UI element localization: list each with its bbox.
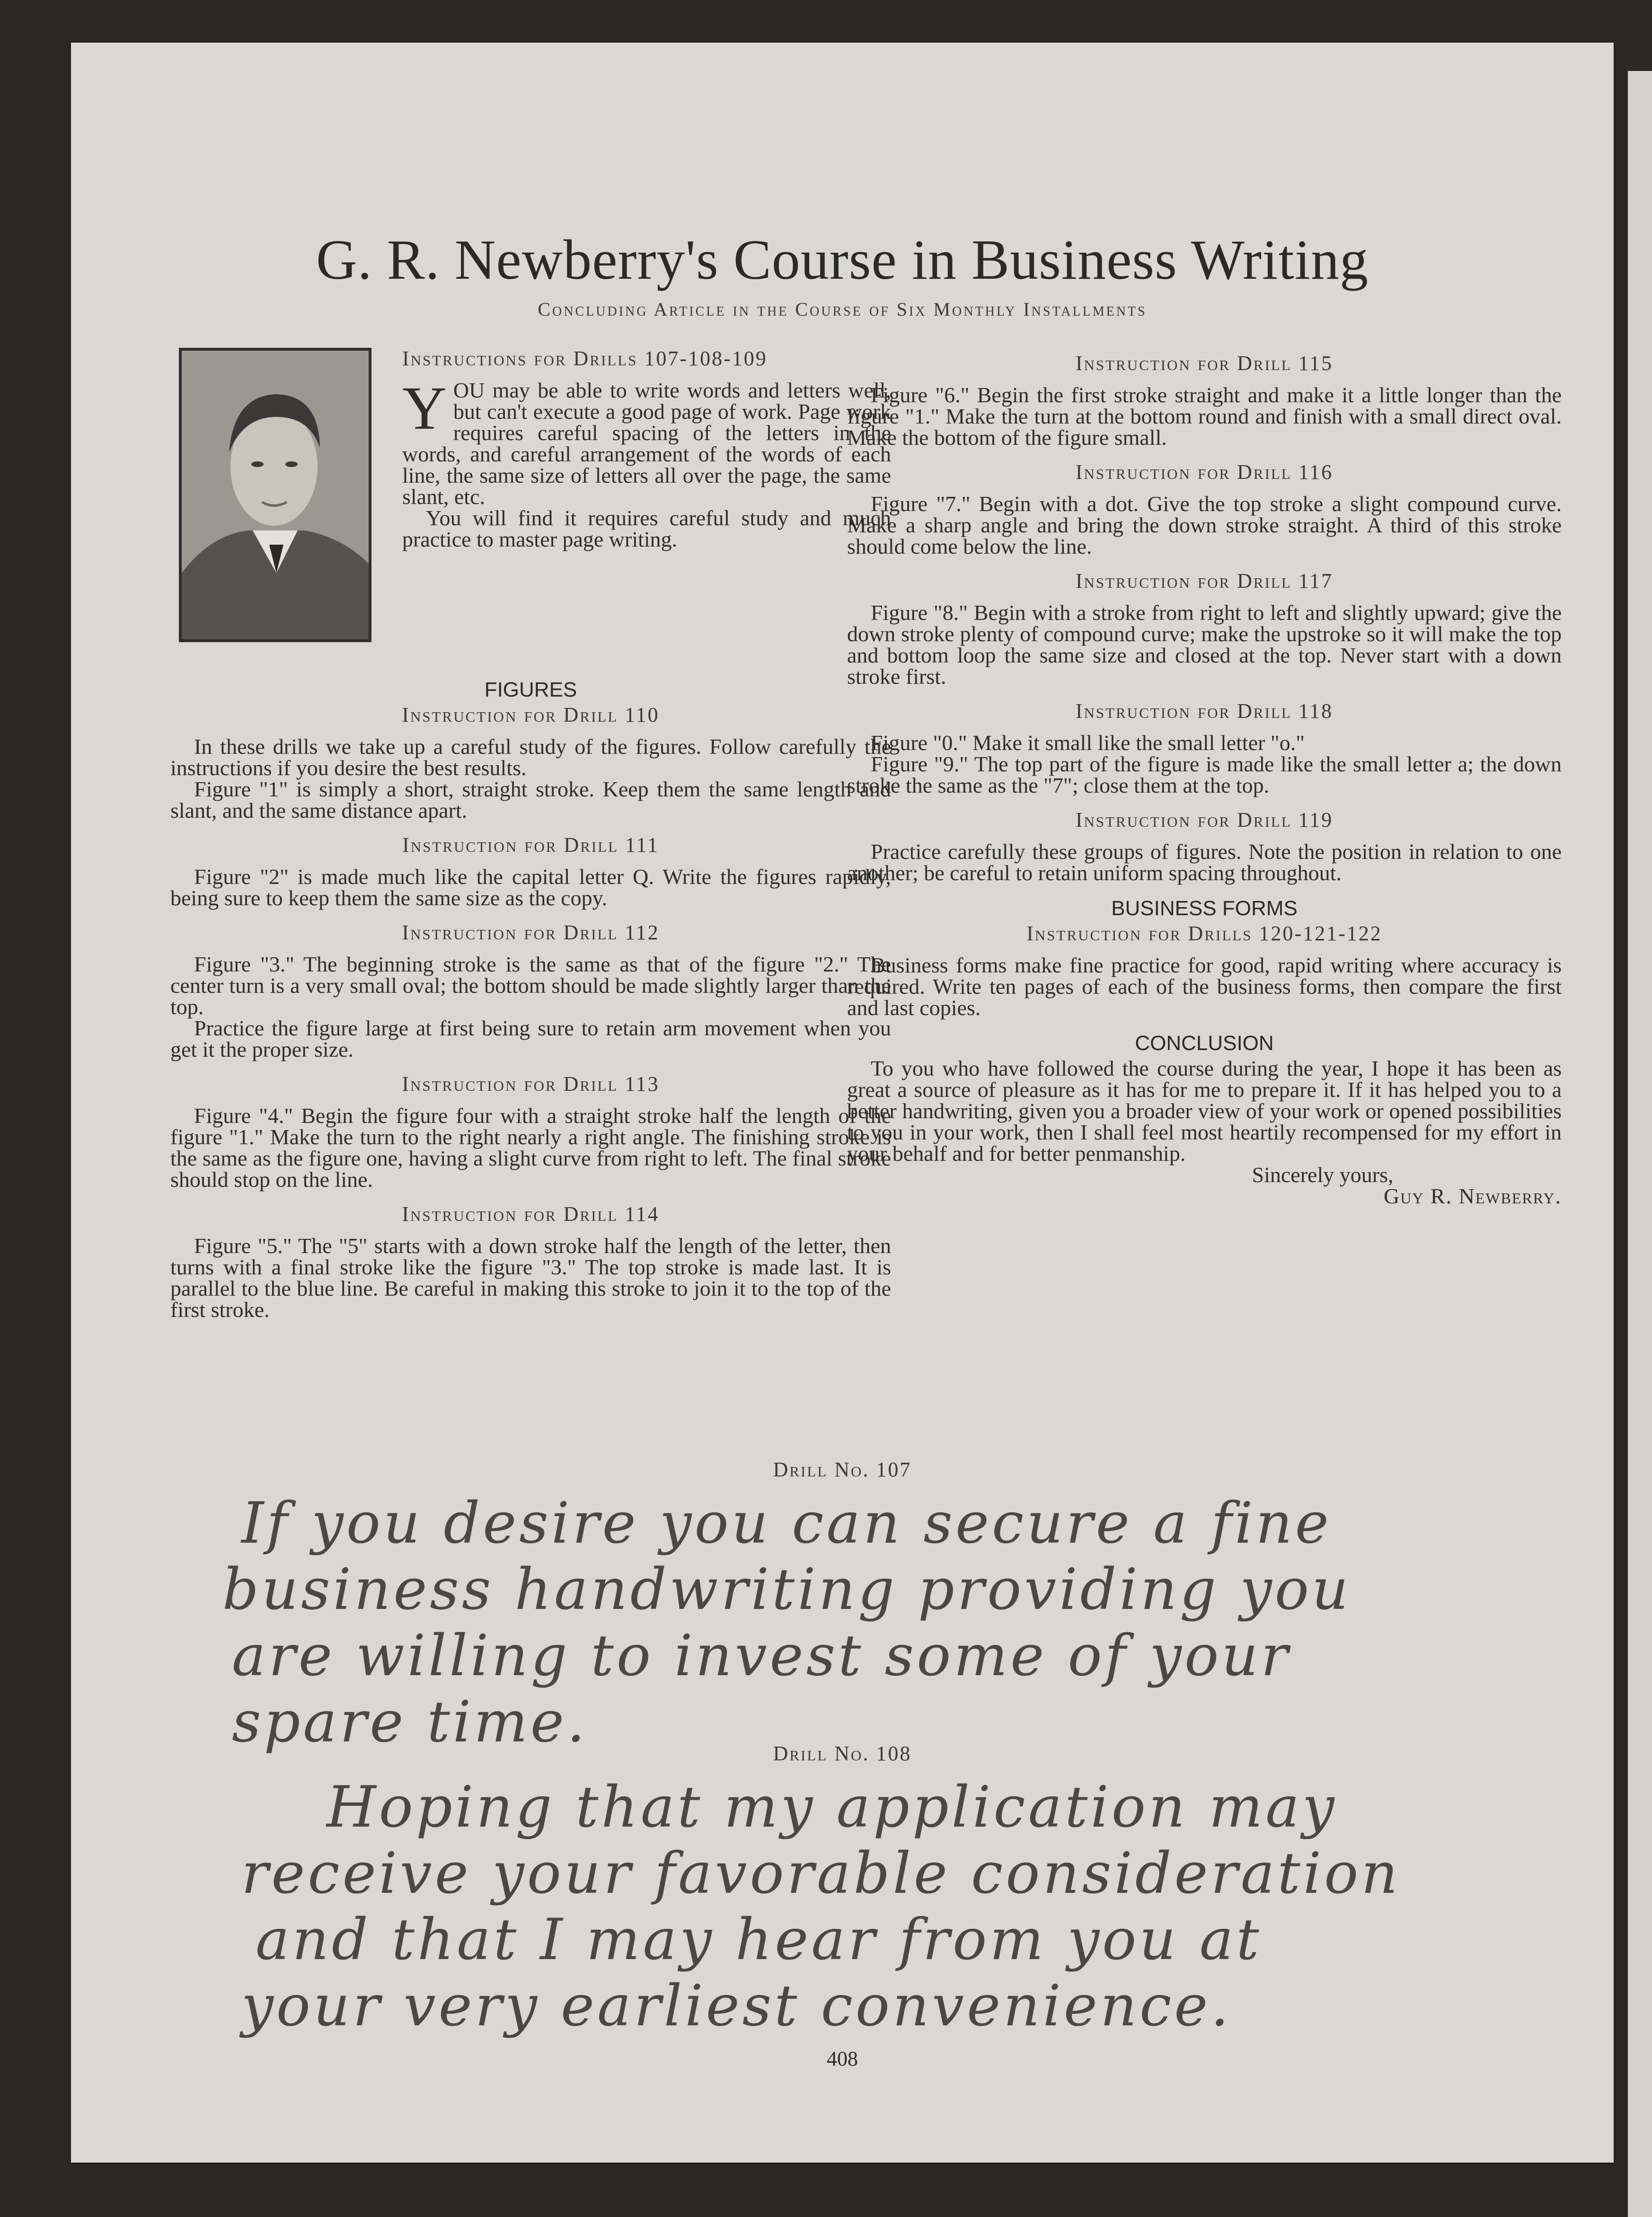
drill-108-line-1: Hoping that my application may (327, 1775, 1337, 1840)
drop-cap: Y (402, 374, 447, 442)
paragraph-118b: Figure "9." The top part of the figure is made like the small letter a; the down stroke the same as the "7"; close them at the top. (847, 752, 1562, 797)
drill-107-line-4: spare time. (232, 1689, 588, 1755)
heading-drills-120-122: Instruction for Drills 120-121-122 (1026, 922, 1382, 945)
drill-108-label: Drill No. 108 (773, 1742, 912, 1765)
paragraph-117: Figure "8." Begin with a stroke from right to left and slightly upward; give the down stroke plenty of compound curve; make the upstroke so it will make the top and bottom loop the same size and closed at the top. Never start with a down stroke first. (847, 601, 1562, 689)
heading-drill-117: Instruction for Drill 117 (1075, 569, 1334, 592)
paragraph-118a: Figure "0." Make it small like the small letter "o." (871, 731, 1305, 755)
page-number: 408 (827, 2047, 858, 2070)
drill-108-line-4: your very earliest convenience. (241, 1973, 1232, 2039)
paragraph-116: Figure "7." Begin with a dot. Give the top stroke a slight compound curve. Make a sharp angle and bring the down stroke straight. A third of this stroke should come below the line. (847, 492, 1562, 558)
magazine-page (71, 43, 1614, 2163)
heading-drill-113: Instruction for Drill 113 (402, 1072, 660, 1095)
right-column (847, 353, 1562, 1207)
drill-107-label: Drill No. 107 (773, 1458, 912, 1481)
heading-drill-111: Instruction for Drill 111 (402, 833, 659, 857)
paragraph-110a: In these drills we take up a careful study of the figures. Follow carefully the instructions if you desire the best results. (170, 734, 891, 780)
paragraph-119: Practice carefully these groups of figures. Note the position in relation to one another; be careful to retain uniform spacing throughout. (847, 839, 1562, 885)
left-intro (402, 348, 891, 550)
drill-108-line-2: receive your favorable consideration (241, 1841, 1401, 1907)
heading-drill-116: Instruction for Drill 116 (1075, 460, 1334, 484)
portrait-photo (182, 351, 369, 639)
signature: Guy R. Newberry. (1383, 1184, 1562, 1208)
next-page-edge (1628, 71, 1652, 2217)
closing: Sincerely yours, (1252, 1163, 1394, 1187)
heading-drill-110: Instruction for Drill 110 (402, 703, 660, 726)
article-subtitle: Concluding Article in the Course of Six Monthly Installments (538, 299, 1147, 320)
conclusion-heading: CONCLUSION (1135, 1032, 1274, 1055)
intro-paragraph-1: YOU may be able to write words and letters well, but can't execute a good page of work. Page work requires careful spacing of the letters in the words, and careful arrangement of the words of each line, the same size of letters all over the page, the same slant, etc. (402, 374, 891, 509)
figures-heading: FIGURES (484, 678, 577, 701)
conclusion-paragraph: To you who have followed the course during the year, I hope it has been as great a source of pleasure as it has for me to prepare it. If it has helped you to a better handwriting, given you a broader view of your work or opened possibilities to you in your work, then I shall feel most heartily recompensed for my effort in your behalf and for better penmanship. (847, 1056, 1562, 1166)
heading-drill-114: Instruction for Drill 114 (402, 1202, 660, 1226)
intro-paragraph-2: You will find it requires careful study and much practice to master page writing. (402, 506, 891, 551)
heading-drill-112: Instruction for Drill 112 (402, 921, 660, 944)
paragraph-111: Figure "2" is made much like the capital letter Q. Write the figures rapidly, being sure to keep them the same size as the copy. (170, 865, 891, 910)
drill-108-line-3: and that I may hear from you at (256, 1907, 1262, 1973)
paragraph-110b: Figure "1" is simply a short, straight stroke. Keep them the same length and slant, and the same distance apart. (170, 777, 891, 822)
paragraph-112a: Figure "3." The beginning stroke is the same as that of the figure "2." The center turn is a very small oval; the bottom should be made slightly larger than the top. (170, 952, 891, 1019)
heading-drill-119: Instruction for Drill 119 (1075, 808, 1334, 831)
paragraph-115: Figure "6." Begin the first stroke straight and make it a little longer than the figure "1." Make the turn at the bottom round and finish with a small direct oval. Make the bottom of the figure small. (847, 383, 1562, 450)
heading-drill-118: Instruction for Drill 118 (1075, 699, 1334, 723)
heading-drills-107-109: Instructions for Drills 107-108-109 (402, 347, 768, 370)
article-title: G. R. Newberry's Course in Business Writing (316, 228, 1369, 291)
heading-drill-115: Instruction for Drill 115 (1075, 352, 1334, 375)
paragraph-114: Figure "5." The "5" starts with a down stroke half the length of the letter, then turns with a final stroke like the figure "3." The top stroke is made last. It is parallel to the blue line. Be careful in making this stroke to join it to the top of the first stroke. (170, 1234, 891, 1322)
paragraph-112b: Practice the figure large at first being sure to retain arm movement when you get it the proper size. (170, 1016, 891, 1061)
author-portrait (179, 348, 371, 642)
paragraph-120: Business forms make fine practice for good, rapid writing where accuracy is required. Write ten pages of each of the business forms, then compare the first and last copies. (847, 953, 1562, 1020)
business-forms-heading: BUSINESS FORMS (1111, 897, 1298, 920)
left-column (170, 679, 891, 1320)
drill-107-line-2: business handwriting providing you (222, 1557, 1352, 1623)
paragraph-113: Figure "4." Begin the figure four with a straight stroke half the length of the figure "1." Make the turn to the right nearly a right angle. The finishing stroke is the same as the figure one, having a slight curve from right to left. The final stroke should stop on the line. (170, 1104, 891, 1192)
drill-107-line-3: are willing to invest some of your (232, 1623, 1291, 1689)
drill-107-line-1: If you desire you can secure a fine (241, 1491, 1332, 1556)
